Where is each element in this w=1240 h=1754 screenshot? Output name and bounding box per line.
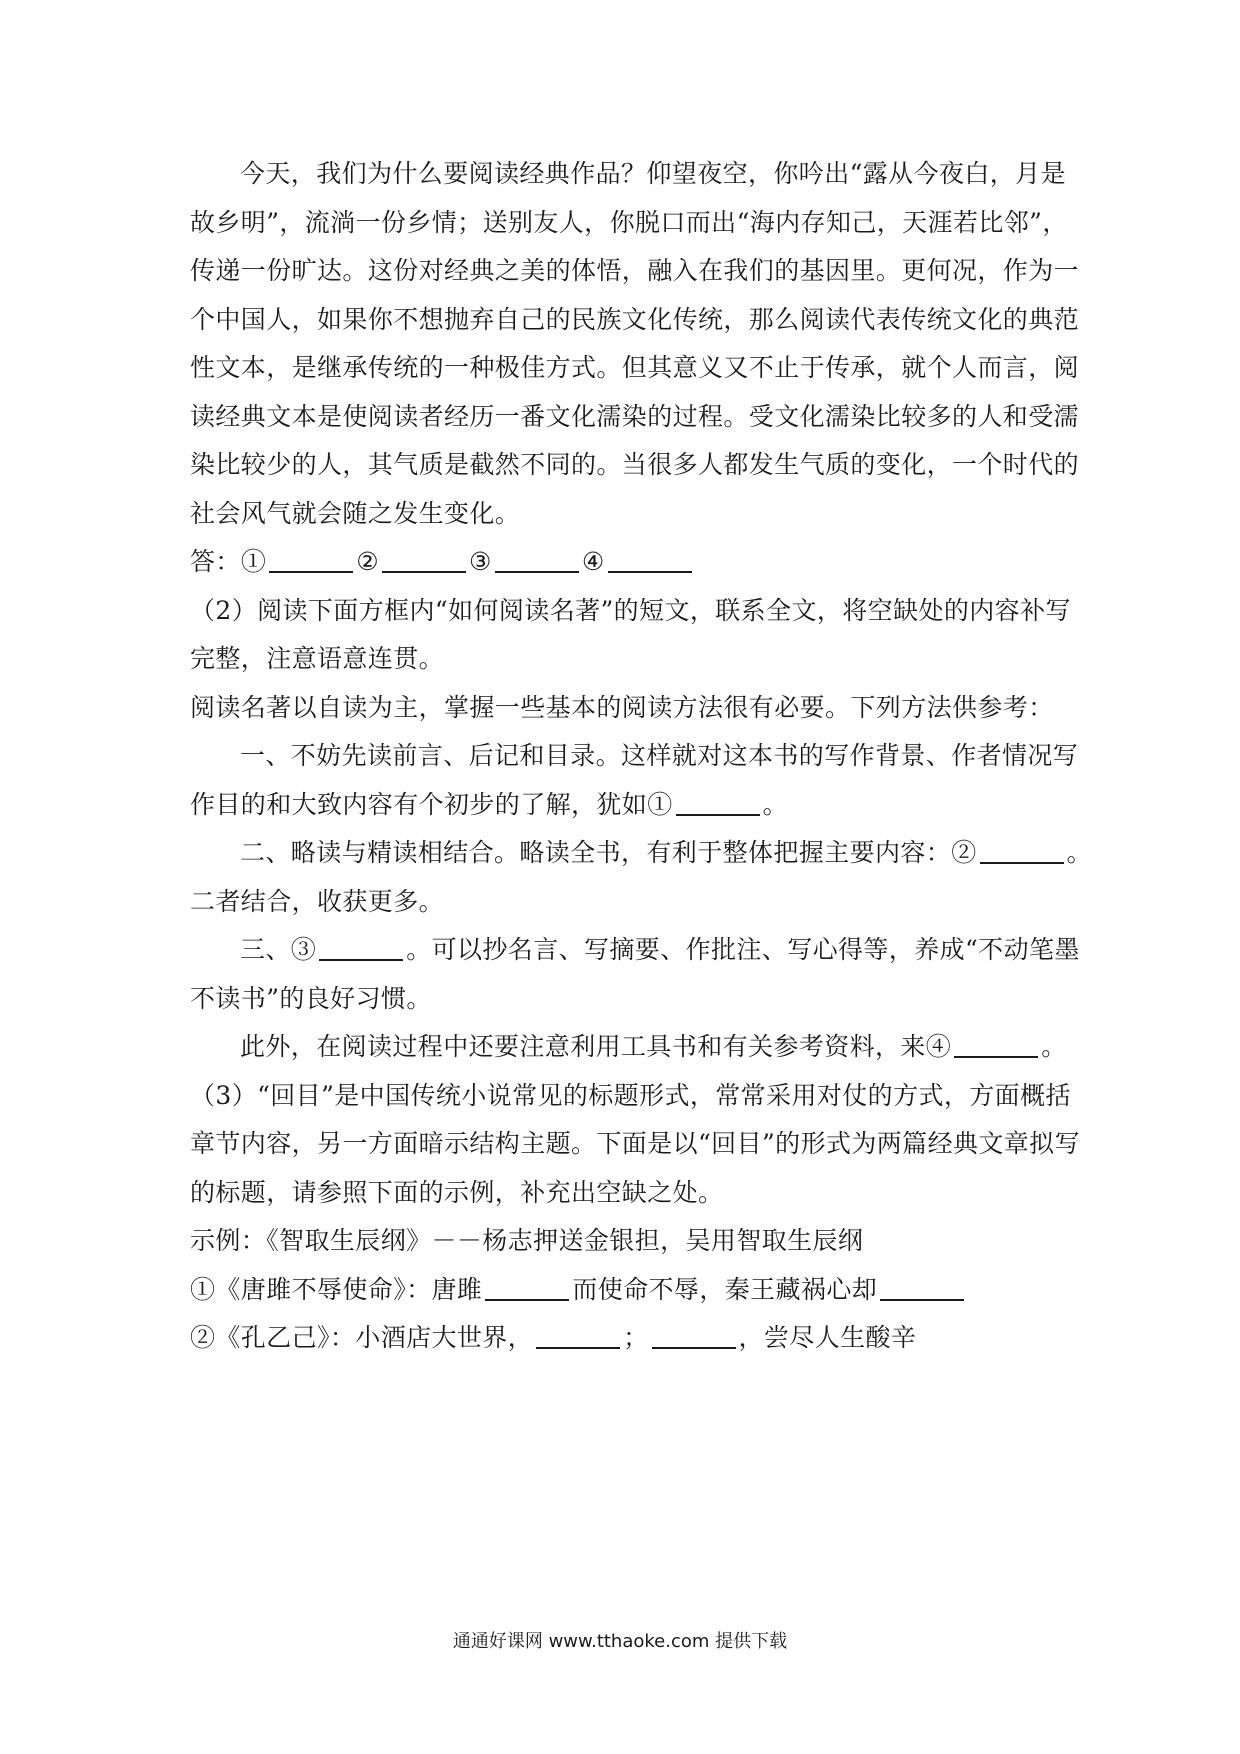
question-2-line: 完整，注意语意连贯。 — [190, 644, 445, 673]
answer-blank-1[interactable] — [269, 547, 353, 573]
footer-credit: 通通好课网 www.tthaoke.com 提供下载 — [452, 1631, 788, 1652]
marker-1: ① — [240, 547, 267, 576]
method-1-line: 一、不妨先读前言、后记和目录。这样就对这本书的写作背景、作者情况写 — [240, 741, 1079, 770]
item-2-text: ②《孔乙己》：小酒店大世界， — [190, 1323, 534, 1352]
answer-blank-4[interactable] — [608, 547, 692, 573]
passage-line: 个中国人，如果你不想抛弃自己的民族文化传统，那么阅读代表传统文化的典范 — [190, 304, 1080, 334]
passage-line: 传递一份旷达。这份对经典之美的体悟，融入在我们的基因里。更何况，作为一 — [190, 256, 1080, 285]
item-2-blank-a[interactable] — [536, 1323, 620, 1349]
item-1-blank-b[interactable] — [880, 1275, 964, 1301]
blank-1[interactable] — [676, 790, 760, 816]
answer-line — [190, 538, 1055, 587]
method-3-line — [190, 926, 1080, 975]
question-3-line: 章节内容，另一方面暗示结构主题。下面是以“回目”的形式为两篇经典文章拟写 — [190, 1129, 1080, 1158]
item-1-line — [190, 1266, 1055, 1315]
item-2-separator: ； — [623, 1323, 649, 1352]
passage-line: 社会风气就会随之发生变化。 — [190, 498, 521, 528]
marker-2: ② — [356, 547, 380, 576]
example-line: 示例：《智取生辰纲》－－杨志押送金银担，吴用智取生辰纲 — [190, 1226, 864, 1255]
answer-label: 答： — [190, 547, 241, 576]
blank-3[interactable] — [319, 935, 403, 961]
item-2-blank-b[interactable] — [652, 1323, 736, 1349]
answer-blank-3[interactable] — [495, 547, 579, 573]
method-4-end: 。 — [1041, 1032, 1067, 1061]
passage-line: 故乡明”，流淌一份乡情；送别友人，你脱口而出“海内存知己，天涯若比邻”， — [190, 207, 1068, 237]
method-2-end: 。 — [1066, 838, 1093, 867]
method-2-line — [190, 829, 1093, 878]
passage-line: 染比较少的人，其气质是截然不同的。当很多人都发生气质的变化，一个时代的 — [190, 450, 1080, 479]
method-3-line: 不读书”的良好习惯。 — [190, 983, 432, 1013]
marker-3: ③ — [469, 547, 492, 576]
passage-line: 性文本，是继承传统的一种极佳方式。但其意义又不止于传承，就个人而言，阅 — [190, 353, 1080, 382]
item-1-blank-a[interactable] — [485, 1275, 569, 1301]
method-1-text: 作目的和大致内容有个初步的了解，犹如① — [190, 789, 673, 819]
blank-2[interactable] — [980, 838, 1064, 864]
question-3-line: 的标题，请参照下面的示例，补充出空缺之处。 — [190, 1177, 724, 1207]
method-1-line — [190, 781, 1055, 830]
method-4-text: 此外，在阅读过程中还要注意利用工具书和有关参考资料，来④ — [240, 1032, 952, 1061]
question-2-line: （2）阅读下面方框内“如何阅读名著”的短文，联系全文，将空缺处的内容补写 — [190, 595, 1071, 625]
passage-line: 读经典文本是使阅读者经历一番文化濡染的过程。受文化濡染比较多的人和受濡 — [190, 401, 1080, 431]
item-1-middle: 而使命不辱，秦王藏祸心却 — [572, 1274, 878, 1304]
passage-line: 今天，我们为什么要阅读经典作品？仰望夜空，你吟出“露从今夜白，月是 — [240, 159, 1066, 188]
method-3-rest: 。可以抄名言、写摘要、作批注、写心得等，养成“不动笔墨 — [406, 935, 1080, 964]
question-2-intro: 阅读名著以自读为主，掌握一些基本的阅读方法很有必要。下列方法供参考： — [190, 692, 1054, 722]
method-4-line — [190, 1023, 1067, 1072]
method-2-text: 二、略读与精读相结合。略读全书，有利于整体把握主要内容：② — [240, 838, 977, 867]
question-3-line: （3）“回目”是中国传统小说常见的标题形式，常常采用对仗的方式，方面概括 — [190, 1080, 1071, 1110]
method-1-end: 。 — [762, 789, 789, 819]
item-1-text: ①《唐雎不辱使命》：唐雎 — [190, 1274, 483, 1304]
document-page — [190, 150, 1093, 1363]
item-2-line — [190, 1314, 1055, 1363]
method-2-line: 二者结合，收获更多。 — [190, 886, 445, 916]
marker-4: ④ — [581, 547, 605, 576]
blank-4[interactable] — [954, 1032, 1038, 1058]
answer-blank-2[interactable] — [382, 547, 466, 573]
method-3-text: 三、③ — [240, 935, 317, 964]
item-2-end: ，尝尽人生酸辛 — [738, 1323, 917, 1352]
